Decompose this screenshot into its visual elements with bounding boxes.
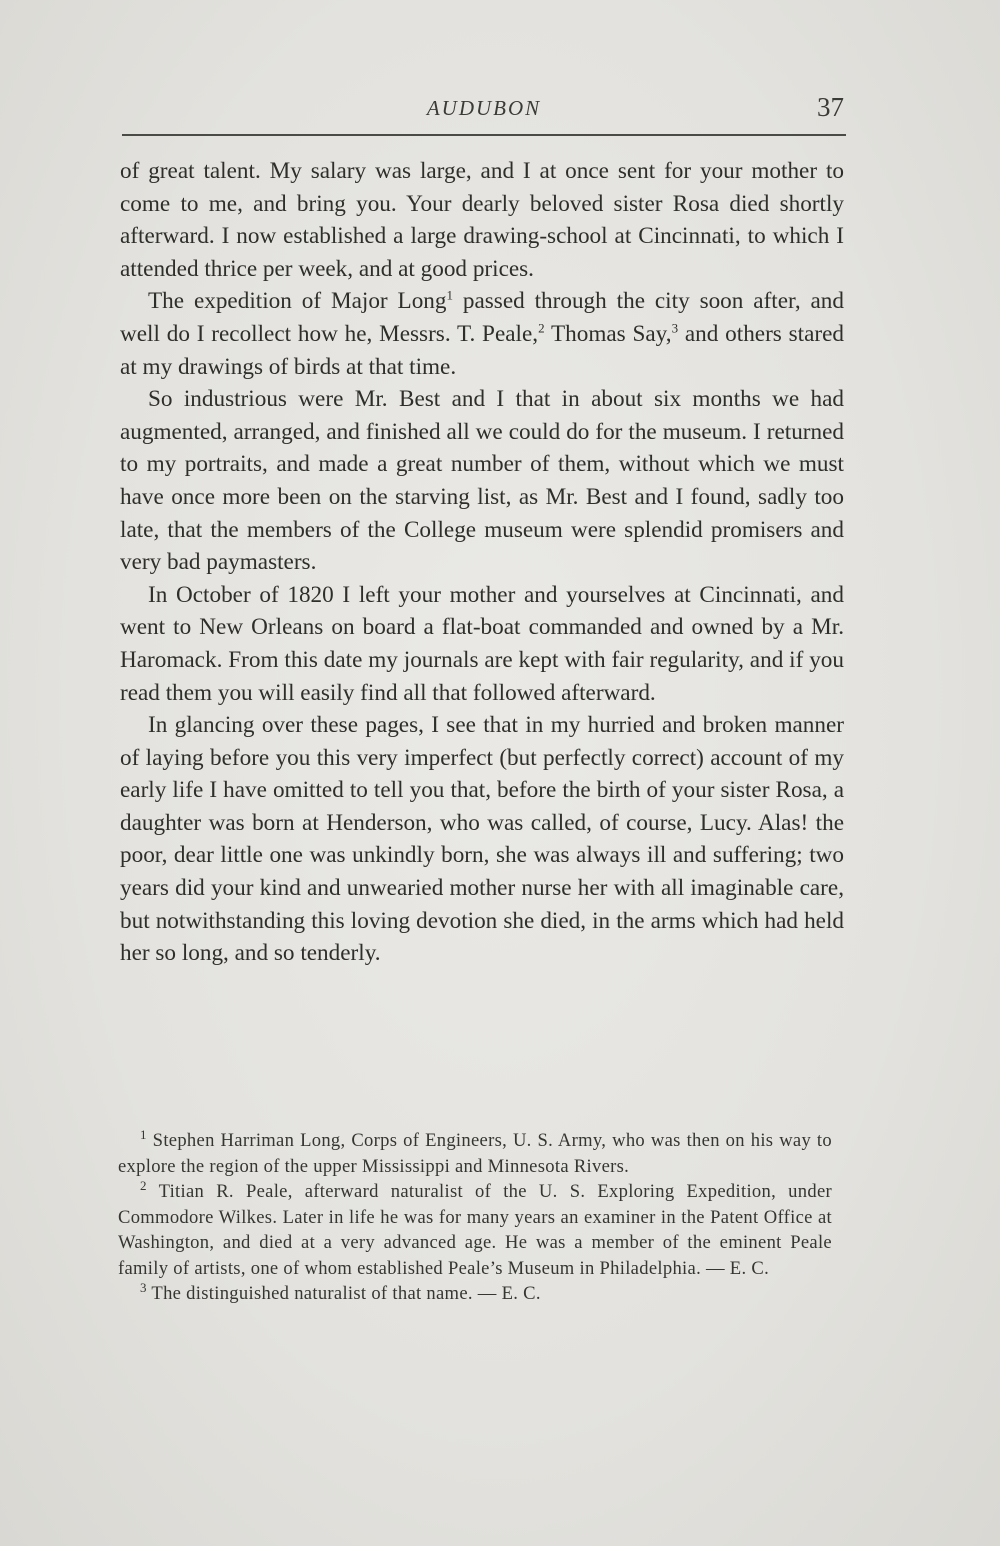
page-header [122,92,846,132]
footnote-text: Stephen Harriman Long, Corps of Engineers, U. S. Army, who was then on his way to explore the region of the upper Mississippi and Minnesota Rivers. [118,1130,832,1177]
footnote-ref: 3 [671,320,679,336]
footnote-text: The distinguished naturalist of that name. — E. C. [146,1283,541,1304]
page-number: 37 [817,92,844,122]
paragraph [120,285,844,383]
paragraph: of great talent. My salary was large, and I at once sent for your mother to come to me, and bring you. Your dearly beloved sister Rosa died shortly afterward. I now established a large drawing-school at Cincinnati, to which I attended thrice per week, and at good prices. [120,158,844,282]
footnote-mark: 2 [140,1177,147,1193]
footnote [118,1128,832,1179]
body-text [120,155,844,970]
paragraph: In October of 1820 I left your mother and yourselves at Cincinnati, and went to New Orleans on board a flat-boat commanded and owned by a Mr. Haromack. From this date my journals are kept with fair regularity, and if you read them you will easily find all that followed afterward. [120,581,844,706]
paragraph: In glancing over these pages, I see that in my hurried and broken manner of laying before you this very imperfect (but perfectly correct) account of my early life I have omitted to tell you that, before the birth of your sister Rosa, a daughter was born at Henderson, who was called, of course, Lucy. Alas! the poor, dear little one was unkindly born, she was always ill and suffering; two years did your kind and unwearied mother nurse her with all imaginable care, but notwithstanding this loving devotion she died, in the arms which had held her so long, and so tenderly. [120,712,844,967]
paragraph-text: Thomas Say, [544,320,672,347]
footnote-ref: 2 [538,320,545,336]
footnote [118,1281,832,1307]
footnote-ref: 1 [446,287,453,303]
paragraph: So industrious were Mr. Best and I that in about six months we had augmented, arranged, and finished all we could do for the museum. I returned to my portraits, and made a great number of them, without which we must have once more been on the starving list, as Mr. Best and I found, sadly too late, that the members of the College museum were splendid promisers and very bad paymasters. [120,386,844,576]
paragraph-text: passed through the city soon after, and well do I recollect how he, Messrs. T. Peale, [120,288,844,347]
paragraph-text: and others stared at my drawings of birds at that time. [120,320,845,380]
header-rule [122,134,846,136]
footnote-mark: 1 [140,1126,147,1142]
footnote-text: Titian R. Peale, afterward naturalist of the U. S. Exploring Expedition, under Commodore Wilkes. Later in life he was for many years an examiner in the Patent Office at Washington, and died at a very advanced age. He was a member of the eminent Peale family of artists, one of whom established Peale’s Museum in Philadelphia. — E. C. [118,1181,832,1279]
footnotes [118,1128,832,1307]
footnote-mark: 3 [140,1279,147,1295]
running-head: AUDUBON [426,96,542,120]
footnote [118,1179,832,1281]
paragraph-text: The expedition of Major Long [148,288,447,315]
